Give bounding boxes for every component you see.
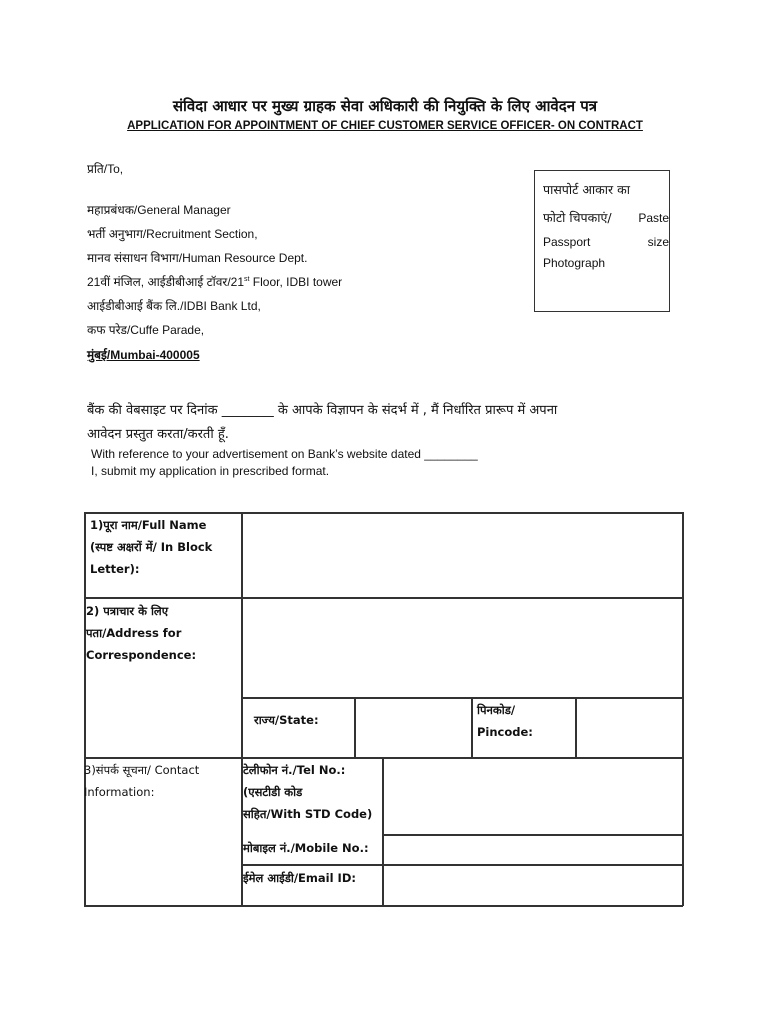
intro-hindi-line1: बैंक की वेबसाइट पर दिनांक ________ के आपके विज्ञापन के संदर्भ में , मैं निर्धारित प्रारूप में अपना xyxy=(87,403,558,418)
address-label xyxy=(86,600,196,666)
contact-label-line1: 3)संपर्क सूचना/ Contact xyxy=(84,763,200,777)
photo-box-photograph: Photograph xyxy=(543,256,606,270)
intro-english-line2: I, submit my application in prescribed format. xyxy=(91,464,330,478)
full-name-field[interactable] xyxy=(243,514,681,596)
full-name-label xyxy=(90,514,212,580)
address-line-recruitment: भर्ती अनुभाग/Recruitment Section, xyxy=(87,227,258,241)
email-field[interactable] xyxy=(384,866,681,904)
address-floor-sup: st xyxy=(244,276,250,283)
pincode-label xyxy=(477,699,533,743)
tel-label xyxy=(243,759,372,825)
title-hindi: संविदा आधार पर मुख्य ग्राहक सेवा अधिकारी की नियुक्ति के लिए आवेदन पत्र xyxy=(172,97,598,115)
address-label-line2: पता/Address for xyxy=(86,626,182,640)
address-line-floor xyxy=(87,273,342,290)
state-field[interactable] xyxy=(356,699,470,756)
contact-label xyxy=(84,759,199,803)
address-line-bank: आईडीबीआई बैंक लि./IDBI Bank Ltd, xyxy=(87,299,261,313)
state-label: राज्य/State: xyxy=(254,713,319,727)
intro-hindi-line2: आवेदन प्रस्तुत करता/करती हूँ. xyxy=(87,427,229,442)
pincode-label-line1: पिनकोड/ xyxy=(477,703,516,717)
tel-label-line3: सहित/With STD Code) xyxy=(243,807,373,821)
title-english: APPLICATION FOR APPOINTMENT OF CHIEF CUSTOMER SERVICE OFFICER- ON CONTRACT xyxy=(127,120,643,132)
mobile-field[interactable] xyxy=(384,836,681,863)
tel-label-line2: (एसटीडी कोड xyxy=(243,785,303,799)
intro-english-line1: With reference to your advertisement on Bank’s website dated ________ xyxy=(91,447,478,461)
address-label-line1: 2) पत्राचार के लिए xyxy=(86,604,169,618)
address-floor-part2: Floor, IDBI tower xyxy=(249,275,343,289)
tel-field[interactable] xyxy=(384,759,681,833)
full-name-label-line2: (स्पष्ट अक्षरों में/ In Block xyxy=(90,540,213,554)
address-to: प्रति/To, xyxy=(87,162,124,176)
photo-box-line1: पासपोर्ट आकार का xyxy=(543,182,630,197)
address-field[interactable] xyxy=(243,599,681,696)
address-line-hr: मानव संसाधन विभाग/Human Resource Dept. xyxy=(87,251,308,265)
address-floor-part1: 21वीं मंजिल, आईडीबीआई टॉवर/21 xyxy=(87,275,245,289)
address-line-general-manager: महाप्रबंधक/General Manager xyxy=(87,203,231,217)
photo-box-passport: Passport xyxy=(543,235,591,249)
mobile-label: मोबाइल नं./Mobile No.: xyxy=(243,841,369,855)
full-name-label-line1: 1)पूरा नाम/Full Name xyxy=(90,518,207,532)
photo-box-size: size xyxy=(647,235,669,249)
address-line-cuffe-parade: कफ परेड/Cuffe Parade, xyxy=(87,323,205,337)
full-name-label-line3: Letter): xyxy=(90,562,140,576)
pincode-label-line2: Pincode: xyxy=(477,725,533,739)
address-line-city: मुंबई/Mumbai-400005 xyxy=(87,348,200,362)
tel-label-line1: टेलीफोन नं./Tel No.: xyxy=(243,763,346,777)
address-label-line3: Correspondence: xyxy=(86,648,197,662)
email-label: ईमेल आईडी/Email ID: xyxy=(243,871,356,885)
pincode-field[interactable] xyxy=(577,699,681,756)
photo-box xyxy=(534,170,670,312)
photo-box-line2: फोटो चिपकाएं/ xyxy=(543,210,612,225)
photo-box-paste: Paste xyxy=(638,211,669,225)
contact-label-line2: Information: xyxy=(84,785,155,799)
